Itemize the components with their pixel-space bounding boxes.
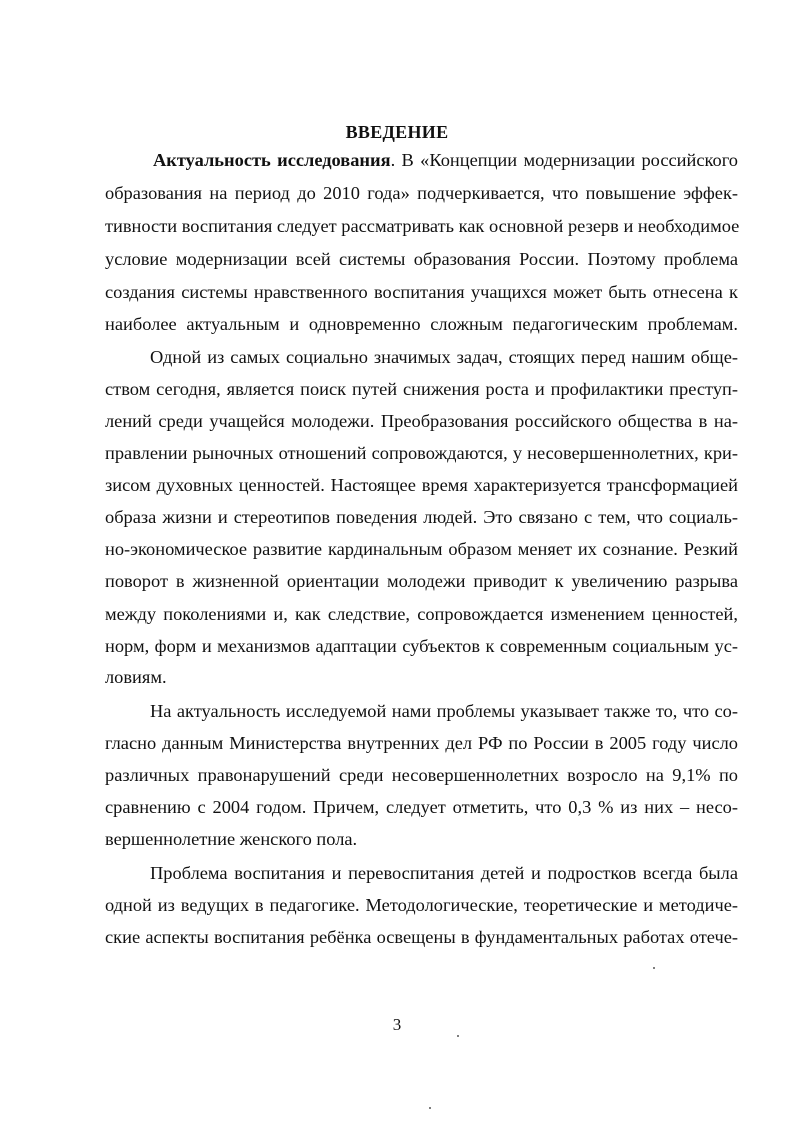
- paragraph-line: наиболее актуальным и одновременно сложным педагогическим проблемам.: [105, 314, 738, 334]
- page-title: ВВЕДЕНИЕ: [345, 122, 449, 142]
- paragraph-line: между поколениями и, как следствие, сопровождается изменением ценностей,: [105, 604, 738, 624]
- paragraph-line: норм, форм и механизмов адаптации субъектов к современным социальным ус-: [105, 636, 738, 656]
- paragraph-line: лений среди учащейся молодежи. Преобразования российского общества в на-: [105, 411, 738, 431]
- paragraph-line: образования на период до 2010 года» подчеркивается, что повышение эффек-: [105, 183, 738, 203]
- paragraph-line: сравнению с 2004 годом. Причем, следует отметить, что 0,3 % из них – несо-: [105, 797, 738, 817]
- paragraph-line: зисом духовных ценностей. Настоящее время характеризуется трансформацией: [105, 475, 738, 495]
- paragraph-line: гласно данным Министерства внутренних дел РФ по России в 2005 году число: [105, 733, 738, 753]
- paragraph-line: различных правонарушений среди несовершеннолетних возросло на 9,1% по: [105, 765, 738, 785]
- paragraph-line: но-экономическое развитие кардинальным образом меняет их сознание. Резкий: [105, 539, 738, 559]
- paragraph-line: образа жизни и стереотипов поведения людей. Это связано с тем, что социаль-: [105, 507, 738, 527]
- scan-speck: [429, 1107, 431, 1109]
- paragraph-line: условие модернизации всей системы образования России. Поэтому проблема: [105, 249, 738, 269]
- paragraph-line: одной из ведущих в педагогике. Методологические, теоретические и методиче-: [105, 895, 738, 915]
- scan-speck: [653, 967, 655, 969]
- section-lead: Актуальность исследования: [153, 150, 391, 170]
- paragraph-line: На актуальность исследуемой нами проблемы указывает также то, что со-: [150, 701, 738, 721]
- paragraph-line: ством сегодня, является поиск путей снижения роста и профилактики преступ-: [105, 379, 738, 399]
- paragraph-line: Проблема воспитания и перевоспитания детей и подростков всегда была: [150, 863, 738, 883]
- paragraph-line: правлении рыночных отношений сопровождаются, у несовершеннолетних, кри-: [105, 443, 738, 463]
- paragraph-line: ские аспекты воспитания ребёнка освещены в фундаментальных работах отече-: [105, 927, 738, 947]
- scan-speck: [457, 1035, 459, 1037]
- page-number: 3: [392, 1015, 402, 1034]
- paragraph-1-line-1: Актуальность исследования. В «Концепции модернизации российского: [153, 150, 738, 170]
- paragraph-line: Одной из самых социально значимых задач, стоящих перед нашим обще-: [150, 347, 738, 367]
- paragraph-line: вершеннолетние женского пола.: [105, 829, 358, 849]
- paragraph-line: поворот в жизненной ориентации молодежи приводит к увеличению разрыва: [105, 571, 738, 591]
- paragraph-line: ловиям.: [105, 667, 167, 687]
- paragraph-line: создания системы нравственного воспитания учащихся может быть отнесена к: [105, 282, 738, 302]
- paragraph-line: тивности воспитания следует рассматривать как основной резерв и необходимое: [105, 216, 740, 236]
